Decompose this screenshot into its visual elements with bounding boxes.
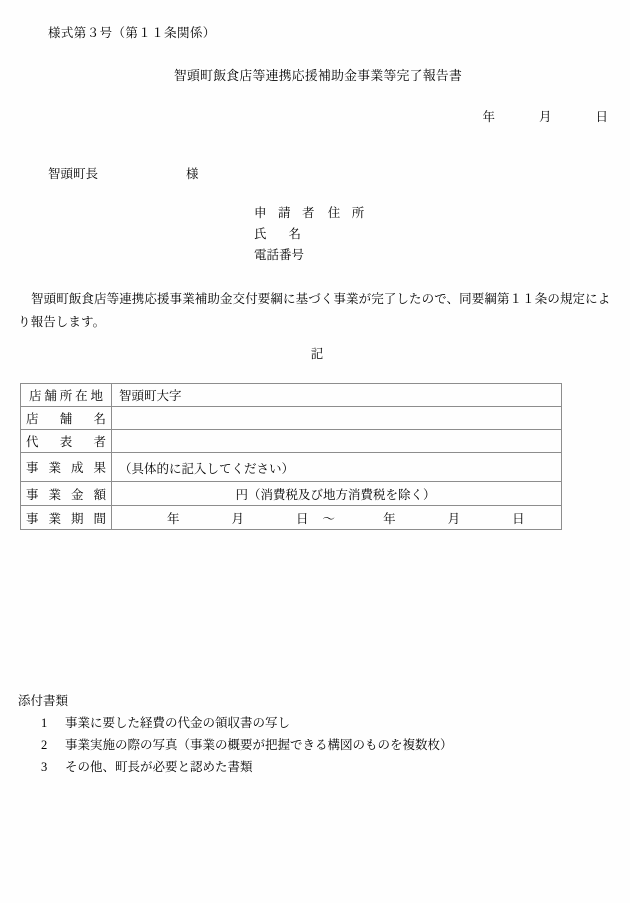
list-item bbox=[18, 712, 453, 734]
label-business-amount: 事 業 金 額 bbox=[21, 482, 112, 506]
attachments-list bbox=[18, 712, 453, 778]
attachment-number: 3 bbox=[41, 760, 48, 774]
date-line bbox=[482, 107, 608, 125]
applicant-name-row bbox=[254, 224, 369, 245]
attachment-number: 1 bbox=[41, 716, 48, 730]
value-store-name[interactable] bbox=[112, 407, 562, 430]
period-day-2: 日 bbox=[512, 511, 525, 526]
applicant-name-label-2: 名 bbox=[288, 227, 302, 241]
attachment-number: 2 bbox=[41, 738, 48, 752]
value-store-location[interactable]: 智頭町大字 bbox=[112, 384, 562, 407]
label-store-location: 店舗所在地 bbox=[21, 384, 112, 407]
addressee bbox=[48, 164, 199, 182]
period-year-1: 年 bbox=[167, 511, 180, 526]
table-row-business-period bbox=[21, 506, 562, 530]
applicant-label: 申 請 者 bbox=[254, 206, 319, 220]
label-representative: 代 表 者 bbox=[21, 430, 112, 453]
table-row-representative bbox=[21, 430, 562, 453]
table-row-store-name bbox=[21, 407, 562, 430]
applicant-name-label: 氏 bbox=[254, 227, 267, 241]
label-store-name: 店 舗 名 bbox=[21, 407, 112, 430]
list-item bbox=[18, 756, 453, 778]
ki-marker: 記 bbox=[310, 347, 324, 361]
attachments-section bbox=[18, 690, 453, 778]
table-row-store-location bbox=[21, 384, 562, 407]
amount-note: 円（消費税及び地方消費税を除く） bbox=[235, 487, 436, 502]
period-fields bbox=[167, 509, 525, 527]
value-representative[interactable] bbox=[112, 430, 562, 453]
table-row-business-result bbox=[21, 453, 562, 482]
value-business-period[interactable] bbox=[112, 506, 562, 530]
applicant-address-label: 住 所 bbox=[327, 206, 369, 220]
body-paragraph: 智頭町飯食店等連携応援事業補助金交付要綱に基づく事業が完了したので、同要綱第１１条の規定により報告します。 bbox=[18, 292, 611, 329]
period-month-1: 月 bbox=[231, 511, 245, 526]
applicant-block bbox=[254, 203, 369, 266]
period-year-2: 年 bbox=[383, 511, 396, 526]
date-month-label: 月 bbox=[538, 110, 552, 124]
report-table bbox=[20, 383, 562, 530]
applicant-phone-row bbox=[254, 245, 369, 266]
label-business-period: 事 業 期 間 bbox=[21, 506, 112, 530]
table-row-business-amount bbox=[21, 482, 562, 506]
period-month-2: 月 bbox=[447, 511, 461, 526]
period-day-1: 日 bbox=[296, 511, 309, 526]
date-year-label: 年 bbox=[482, 110, 495, 124]
period-range-separator: 〜 bbox=[322, 511, 336, 526]
attachment-text: 事業に要した経費の代金の領収書の写し bbox=[65, 716, 291, 730]
label-business-result: 事 業 成 果 bbox=[21, 453, 112, 482]
value-business-result[interactable]: （具体的に記入してください） bbox=[112, 453, 562, 482]
date-day-label: 日 bbox=[595, 110, 608, 124]
attachment-text: 事業実施の際の写真（事業の概要が把握できる構図のものを複数枚） bbox=[65, 738, 453, 752]
attachment-text: その他、町長が必要と認めた書類 bbox=[65, 760, 253, 774]
addressee-honorific: 様 bbox=[186, 167, 199, 181]
applicant-phone-label: 電話番号 bbox=[254, 248, 305, 262]
list-item bbox=[18, 734, 453, 756]
addressee-recipient: 智頭町長 bbox=[48, 167, 99, 181]
value-business-amount[interactable] bbox=[112, 482, 562, 506]
applicant-address-row bbox=[254, 203, 369, 224]
attachments-heading: 添付書類 bbox=[18, 694, 69, 708]
form-number: 様式第３号（第１１条関係） bbox=[48, 26, 216, 40]
document-title: 智頭町飯食店等連携応援補助金事業等完了報告書 bbox=[173, 69, 463, 83]
